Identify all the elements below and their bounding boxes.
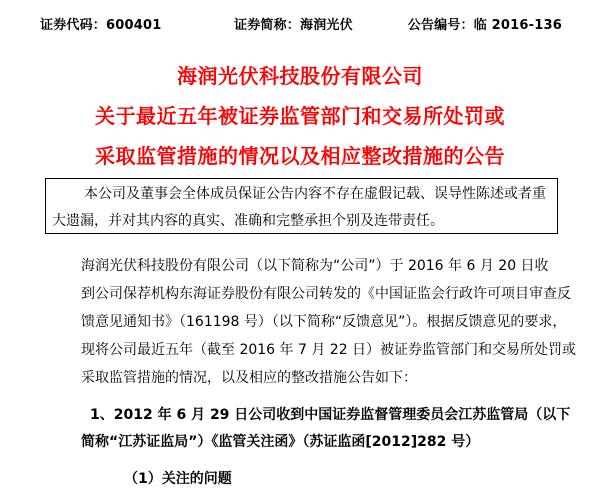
body-paragraph-line: 到公司保荐机构东海证券股份有限公司转发的《中国证监会行政许可项目审查反 [81, 286, 571, 302]
body-paragraph-line: 采取监管措施的情况，以及相应的整改措施公告如下： [81, 370, 417, 386]
section-heading-line-1: 1、2012 年 6 月 29 日公司收到中国证券监督管理委员会江苏监管局（以下 [90, 407, 571, 423]
announcement-header [40, 14, 562, 34]
announcement-title-line-1: 关于最近五年被证券监管部门和交易所处罚或 [95, 104, 505, 128]
body-paragraph-line: 现将公司最近五年（截至 2016 年 7 月 22 日）被证券监管部门和交易所处罚或 [81, 342, 577, 358]
board-statement-box [45, 178, 558, 234]
announcement-title-line-2: 采取监管措施的情况以及相应整改措施的公告 [95, 144, 505, 168]
body-paragraph-line: 馈意见通知书》（161198 号）（以下简称“反馈意见”）。根据反馈意见的要求， [81, 314, 567, 330]
stock-code: 证券代码：600401 [40, 18, 162, 33]
section-heading-line-2: 简称“江苏证监局”）《监管关注函》（苏证监函[2012]282 号） [81, 434, 480, 450]
stock-abbreviation: 证券简称：海润光伏 [234, 18, 353, 33]
subsection-heading: （1）关注的问题 [124, 471, 232, 487]
notice-number: 公告编号：临 2016-136 [407, 18, 562, 33]
statement-line-2: 大遗漏，并对其内容的真实、准确和完整承担个别及连带责任。 [52, 213, 444, 229]
body-paragraph-line: 海润光伏科技股份有限公司（以下简称为“公司”）于 2016 年 6 月 20 日收 [81, 258, 549, 274]
company-title: 海润光伏科技股份有限公司 [177, 64, 423, 88]
statement-line-1: 本公司及董事会全体成员保证公告内容不存在虚假记载、误导性陈述或者重 [84, 186, 546, 202]
